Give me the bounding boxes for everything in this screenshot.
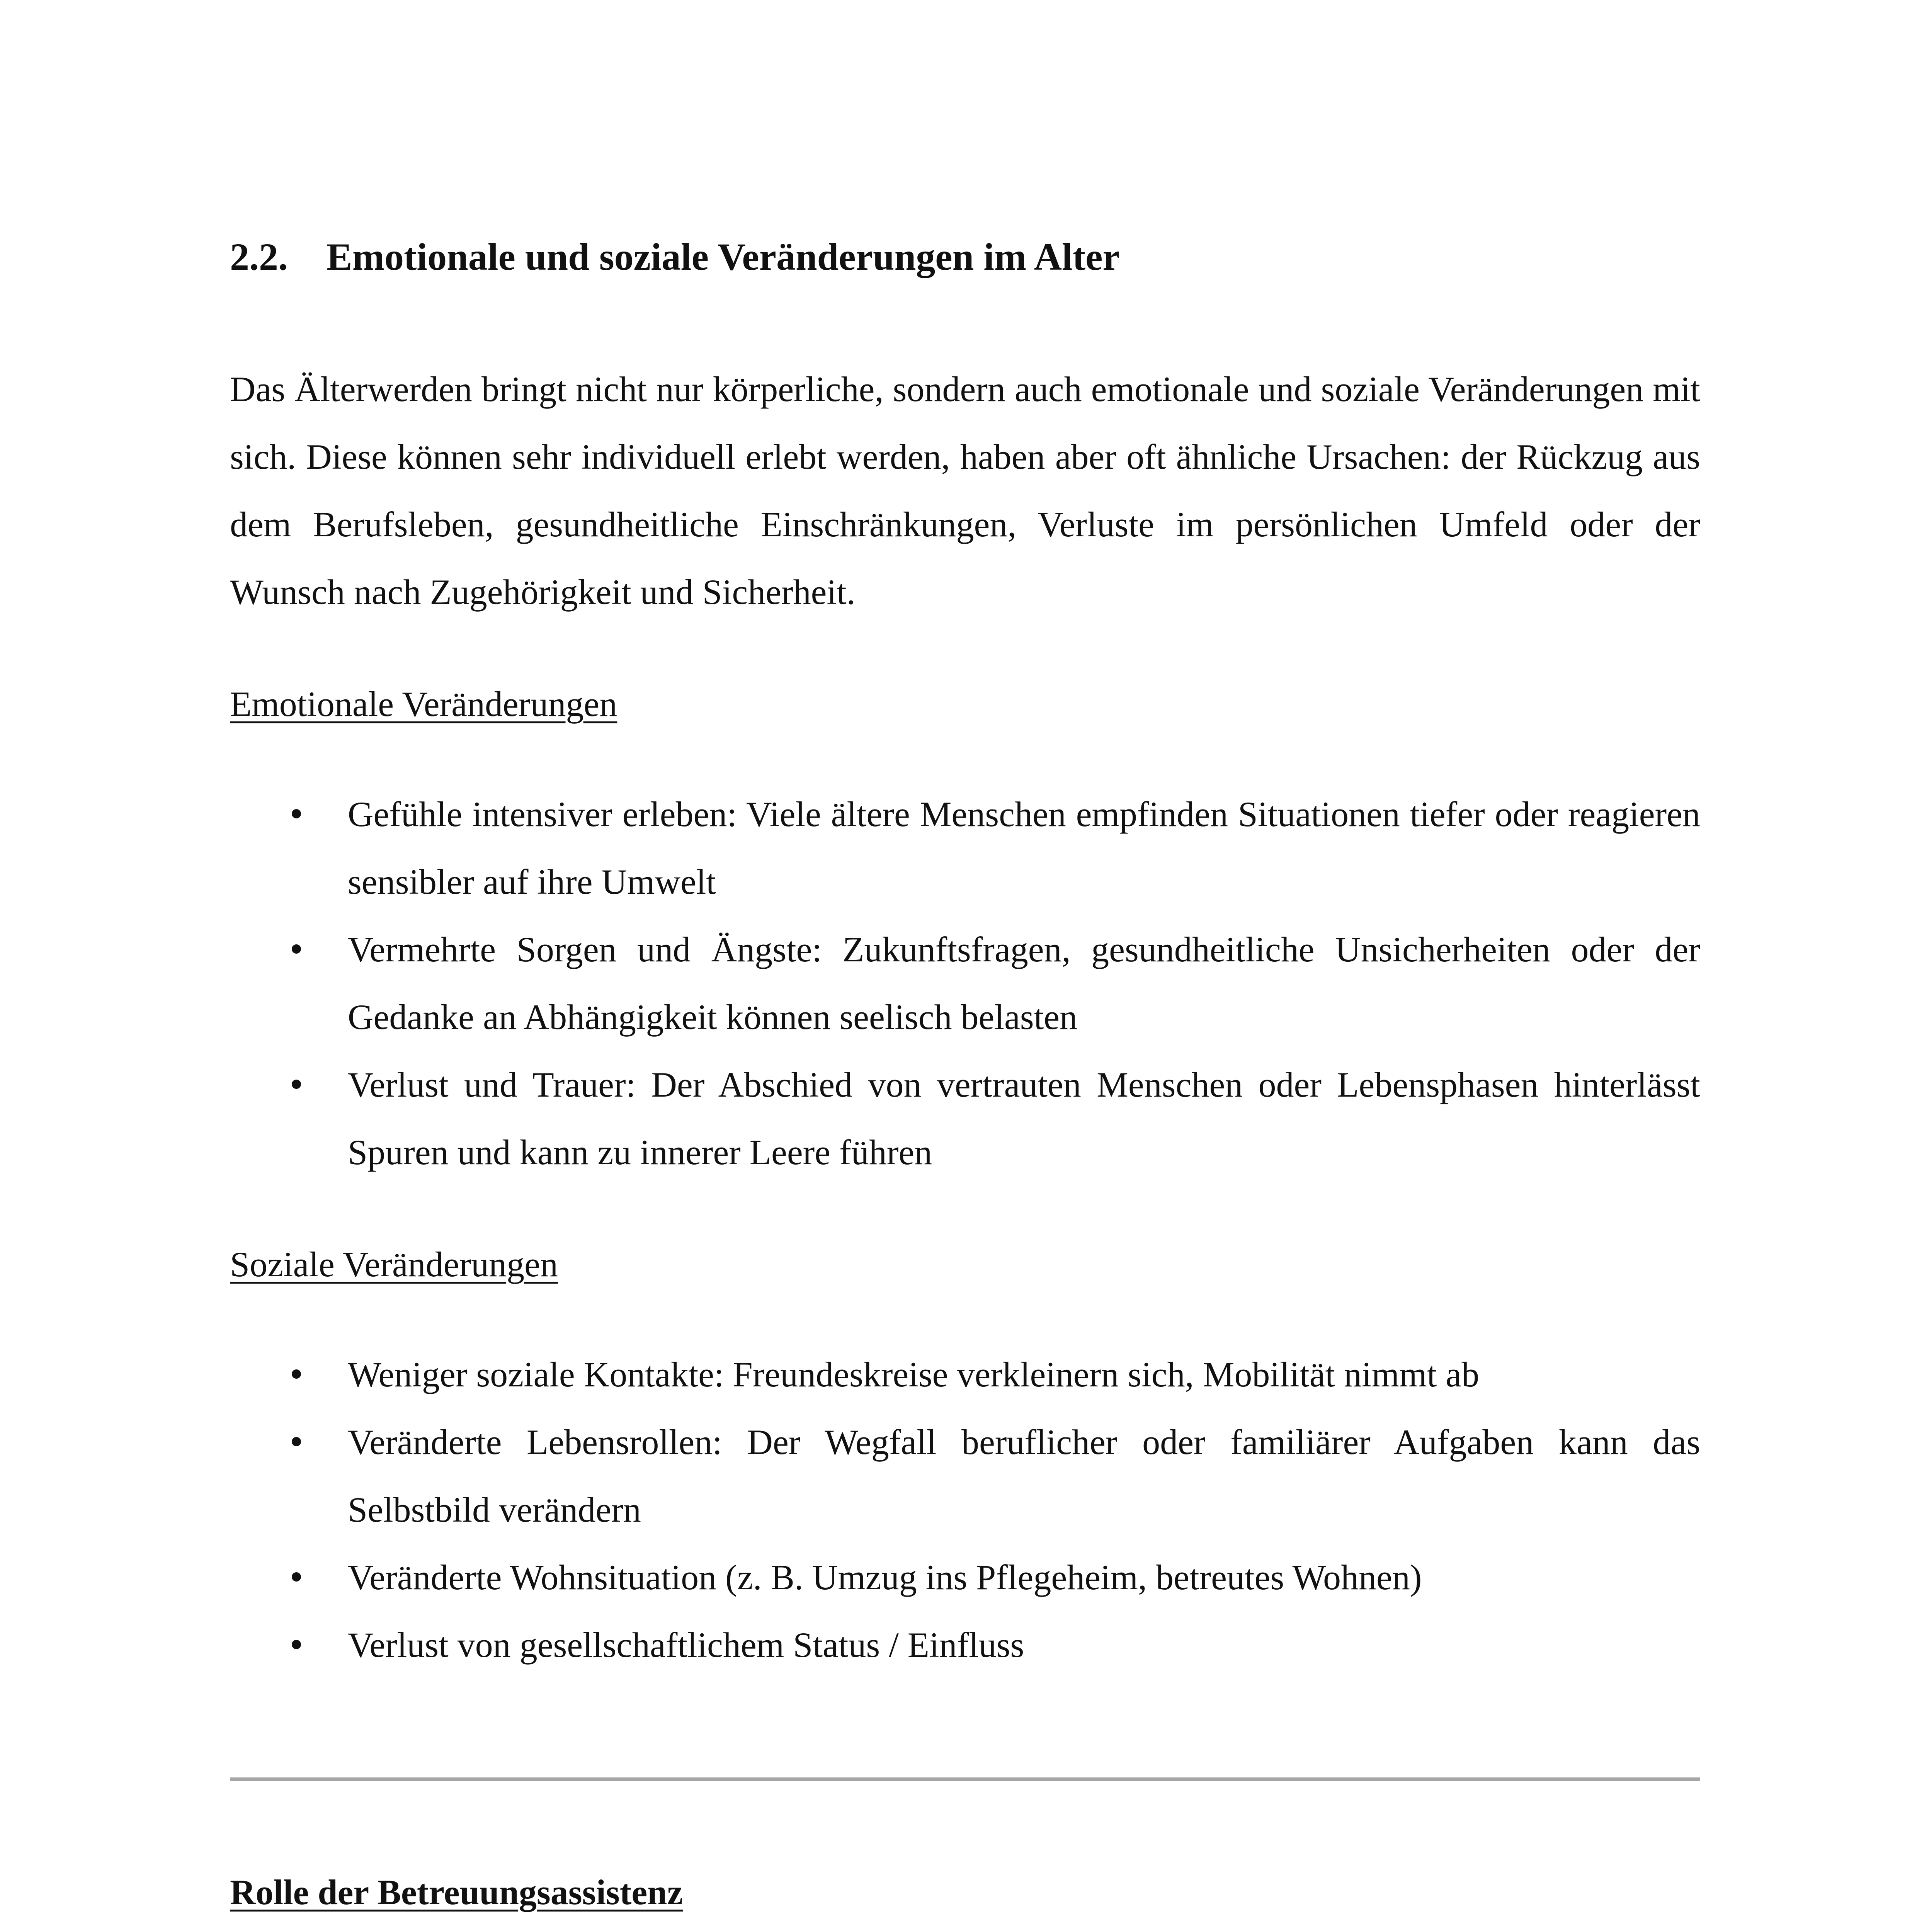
- bullet-icon: [292, 1572, 301, 1582]
- bullet-icon: [292, 944, 301, 954]
- list-item-text: Gefühle intensiver erleben: Viele ältere Menschen empfinden Situationen tiefer oder reagieren sensibler auf ihre Umwelt: [348, 794, 1700, 901]
- role-heading: Rolle der Betreuungsassistenz: [230, 1872, 683, 1912]
- section-number: 2.2.: [230, 235, 288, 278]
- list-item: [230, 1051, 1700, 1186]
- list-item: [230, 1611, 1700, 1679]
- bullet-icon: [292, 1437, 301, 1446]
- section-heading: [230, 228, 1700, 286]
- list-item-text: Verlust und Trauer: Der Abschied von vertrauten Menschen oder Lebensphasen hinterlässt Spuren und kann zu innerer Leere führen: [348, 1065, 1700, 1172]
- social-changes-heading: Soziale Veränderungen: [230, 1245, 558, 1284]
- list-item-text: Veränderte Wohnsituation (z. B. Umzug ins Pflegeheim, betreutes Wohnen): [348, 1558, 1422, 1597]
- bullet-icon: [292, 1640, 301, 1649]
- bullet-icon: [292, 1369, 301, 1379]
- list-item-text: Vermehrte Sorgen und Ängste: Zukunftsfragen, gesundheitliche Unsicherheiten oder der Gedanke an Abhängigkeit können seelisch belasten: [348, 930, 1700, 1037]
- emotional-changes-heading: Emotionale Veränderungen: [230, 684, 617, 724]
- list-item-text: Verlust von gesellschaftlichem Status / Einfluss: [348, 1625, 1024, 1665]
- page-content: [230, 228, 1700, 1932]
- list-item-text: Weniger soziale Kontakte: Freundeskreise verkleinern sich, Mobilität nimmt ab: [348, 1355, 1480, 1394]
- intro-paragraph: Das Älterwerden bringt nicht nur körperliche, sondern auch emotionale und soziale Veränderungen mit sich. Diese können sehr individuell erlebt werden, haben aber oft ähnliche Ursachen: der Rückzug aus dem Berufsleben, gesundheitliche Einschränkungen, Verluste im persönlichen Umfeld oder der Wunsch nach Zugehörigkeit und Sicherheit.: [230, 369, 1700, 612]
- list-item: [230, 781, 1700, 916]
- bullet-icon: [292, 809, 301, 818]
- horizontal-divider: [230, 1777, 1700, 1781]
- list-item-text: Veränderte Lebensrollen: Der Wegfall beruflicher oder familiärer Aufgaben kann das Selbstbild verändern: [348, 1422, 1700, 1529]
- list-item: [230, 1341, 1700, 1408]
- list-item: [230, 1544, 1700, 1611]
- list-item: [230, 916, 1700, 1051]
- bullet-icon: [292, 1080, 301, 1089]
- list-item: [230, 1408, 1700, 1544]
- emotional-changes-list: [230, 781, 1700, 1186]
- social-changes-list: [230, 1341, 1700, 1679]
- section-title: Emotionale und soziale Veränderungen im Alter: [327, 235, 1120, 278]
